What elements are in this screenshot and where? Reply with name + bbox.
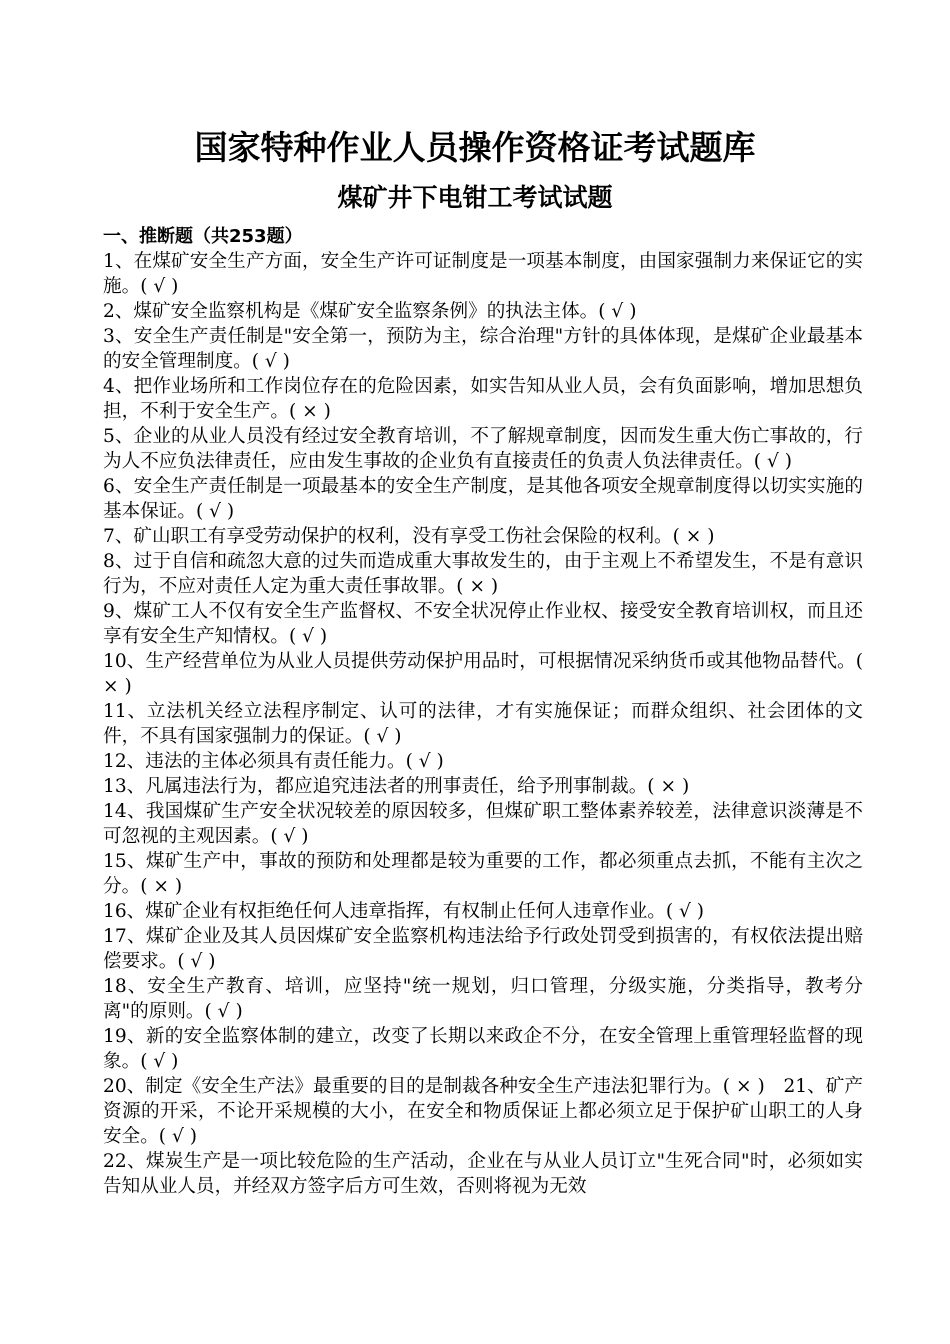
document-title: 国家特种作业人员操作资格证考试题库 (194, 128, 756, 167)
question-item: 5、企业的从业人员没有经过安全教育培训，不了解规章制度，因而发生重大伤亡事故的，行为人不应负法律责任，应由发生事故的企业负有直接责任的负责人负法律责任。( √ ) (103, 426, 863, 472)
question-item: 6、安全生产责任制是一项最基本的安全生产制度，是其他各项安全规章制度得以切实实施的基本保证。( √ ) (103, 476, 863, 522)
question-item: 14、我国煤矿生产安全状况较差的原因较多，但煤矿职工整体素养较差，法律意识淡薄是不可忽视的主观因素。( √ ) (103, 801, 863, 847)
question-item: 2、煤矿安全监察机构是《煤矿安全监察条例》的执法主体。( √ ) (103, 301, 637, 322)
document-subtitle: 煤矿井下电钳工考试试题 (337, 183, 613, 212)
question-item: 11、立法机关经立法程序制定、认可的法律，才有实施保证；而群众组织、社会团体的文件，不具有国家强制力的保证。( √ ) (103, 701, 863, 747)
question-item: 18、安全生产教育、培训，应坚持"统一规划，归口管理，分级实施，分类指导，教考分离"的原则。( √ ) (103, 976, 863, 1022)
question-item: 13、凡属违法行为，都应追究违法者的刑事责任，给予刑事制裁。( × ) (103, 776, 690, 797)
question-item: 10、生产经营单位为从业人员提供劳动保护用品时，可根据情况采纳货币或其他物品替代。( × ) (103, 651, 863, 697)
question-item: 15、煤矿生产中，事故的预防和处理都是较为重要的工作，都必须重点去抓，不能有主次之分。( × ) (103, 851, 863, 897)
question-item: 8、过于自信和疏忽大意的过失而造成重大事故发生的，由于主观上不希望发生，不是有意识行为，不应对责任人定为重大责任事故罪。( × ) (103, 551, 863, 597)
question-item: 7、矿山职工有享受劳动保护的权利，没有享受工伤社会保险的权利。( × ) (103, 526, 715, 547)
question-item: 4、把作业场所和工作岗位存在的危险因素，如实告知从业人员，会有负面影响，增加思想负担，不利于安全生产。( × ) (103, 376, 863, 422)
question-item: 22、煤炭生产是一项比较危险的生产活动，企业在与从业人员订立"生死合同"时，必须如实告知从业人员，并经双方签字后方可生效，否则将视为无效 (103, 1151, 863, 1197)
question-list (103, 249, 863, 1199)
question-item: 12、违法的主体必须具有责任能力。( √ ) (103, 751, 444, 772)
question-item: 9、煤矿工人不仅有安全生产监督权、不安全状况停止作业权、接受安全教育培训权，而且还享有安全生产知情权。( √ ) (103, 601, 863, 647)
question-item: 1、在煤矿安全生产方面，安全生产许可证制度是一项基本制度，由国家强制力来保证它的实施。( √ ) (103, 251, 863, 297)
question-item: 20、制定《安全生产法》最重要的目的是制裁各种安全生产违法犯罪行为。( × ) 21、矿产资源的开采，不论开采规模的大小，在安全和物质保证上都必须立足于保护矿山职工的人身安全。( √ ) (103, 1076, 863, 1147)
question-item: 3、安全生产责任制是"安全第一，预防为主，综合治理"方针的具体体现，是煤矿企业最基本的安全管理制度。( √ ) (103, 326, 863, 372)
question-item: 17、煤矿企业及其人员因煤矿安全监察机构违法给予行政处罚受到损害的，有权依法提出赔偿要求。( √ ) (103, 926, 863, 972)
question-item: 19、新的安全监察体制的建立，改变了长期以来政企不分，在安全管理上重管理轻监督的现象。( √ ) (103, 1026, 863, 1072)
question-item: 16、煤矿企业有权拒绝任何人违章指挥，有权制止任何人违章作业。( √ ) (103, 901, 705, 922)
section-heading: 一、推断题（共253题） (103, 226, 303, 247)
